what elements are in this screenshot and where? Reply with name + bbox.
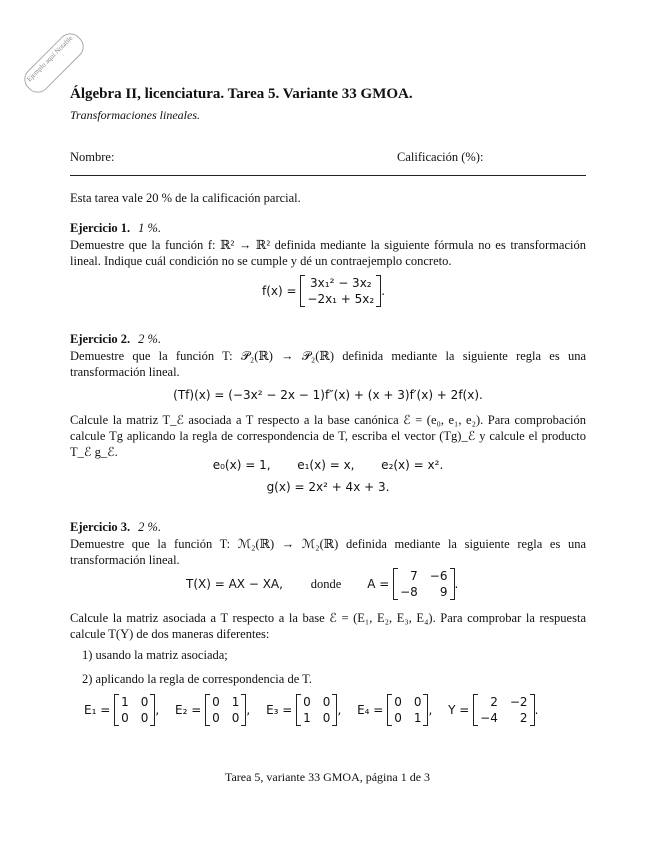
ex1-text: Demuestre que la función f: ℝ² → ℝ² definida mediante la siguiente fórmula no es transformación lineal. Indique cuál condición no se cumple y dé un contraejemplo concreto. [70, 238, 586, 268]
e4-11: 0 [394, 695, 402, 709]
e3-22: 0 [322, 711, 331, 725]
ex2-formula: (Tf)(x) = (−3x² − 2x − 1)f″(x) + (x + 3)f′(x) + 2f(x). [173, 388, 483, 402]
ex3-text2: Calcule la matriz asociada a T respecto a la base ℰ = (E₁, E₂, E₃, E₄). Para comprobar la respuesta calcule T(Y) de dos maneras diferentes: [70, 611, 586, 641]
ex3-item1: 1) usando la matriz asociada; [82, 648, 228, 662]
matrix-e4 [387, 694, 428, 726]
ex3-title: Ejercicio 3. [70, 520, 131, 534]
matrix-e2 [205, 694, 246, 726]
e1-21: 0 [121, 711, 129, 725]
stamp-seal: Ejemplo aquí Notable [19, 28, 88, 97]
e1-lhs: E₁ = [84, 703, 111, 717]
e2-22: 0 [231, 711, 240, 725]
intro-text: Esta tarea vale 20 % de la calificación parcial. [70, 191, 301, 205]
ex1-percent: 1 %. [138, 221, 162, 235]
e4-lhs: E₄ = [357, 703, 384, 717]
ex2-basis: e₀(x) = 1, e₁(x) = x, e₂(x) = x². [212, 458, 444, 472]
matrix-a [393, 568, 454, 600]
ex3-text: Demuestre que la función T: ℳ₂(ℝ) → ℳ₂(ℝ) definida mediante la siguiente regla es una transformación lineal. [70, 537, 586, 567]
page-footer: Tarea 5, variante 33 GMOA, página 1 de 3 [224, 770, 431, 784]
e4-12: 0 [413, 695, 422, 709]
y-21: −4 [480, 711, 498, 725]
e2-11: 0 [212, 695, 220, 709]
e2-12: 1 [231, 695, 240, 709]
e2-lhs: E₂ = [175, 703, 202, 717]
ex2-text2: Calcule la matriz T_ℰ asociada a T respecto a la base canónica ℰ = (e₀, e₁, e₂). Para comprobación calcule Tg aplicando la regla de correspondencia de T, escriba el vector (Tg)_ℰ y calcule el producto T_ℰ g_ℰ. [70, 413, 586, 459]
y-11: 2 [490, 695, 498, 709]
e1-22: 0 [140, 711, 149, 725]
y-12: −2 [509, 695, 528, 709]
e4-22: 1 [413, 711, 422, 725]
ex2-g: g(x) = 2x² + 4x + 3. [266, 480, 390, 494]
a-22: 9 [439, 585, 448, 599]
grade-label: Calificación (%): [397, 150, 484, 164]
ex1-title: Ejercicio 1. [70, 221, 131, 235]
matrix-e3 [296, 694, 337, 726]
ex1-row2: −2x₁ + 5x₂ [307, 292, 375, 306]
e3-21: 1 [303, 711, 311, 725]
e3-11: 0 [303, 695, 311, 709]
ex3-rule: T(X) = AX − XA, [186, 577, 283, 591]
basis-matrices: E₁ = 1 0 0 0 , E₂ = 0 1 0 0 , E₃ = 0 0 1 0 , E₄ = 0 0 0 1 , Y = 2 −2 −4 2 . [84, 695, 539, 725]
ex1-lhs: f(x) = [262, 284, 297, 298]
ex1-row1: 3x₁² − 3x₂ [310, 276, 372, 290]
ex3-heading [70, 520, 161, 535]
a-21: −8 [400, 585, 418, 599]
header-rule [70, 175, 586, 176]
ex2-text: Demuestre que la función T: 𝒫₂(ℝ) → 𝒫₂(ℝ) definida mediante la siguiente regla es una transformación lineal. [70, 349, 586, 379]
ex1-end: . [381, 284, 386, 298]
page-title: Álgebra II, licenciatura. Tarea 5. Variante 33 GMOA. [70, 86, 413, 102]
e3-lhs: E₃ = [266, 703, 293, 717]
ex3-donde: donde [310, 576, 342, 591]
a-11: 7 [410, 569, 418, 583]
e4-21: 0 [394, 711, 402, 725]
matrix-y [473, 694, 534, 726]
e1-12: 0 [140, 695, 149, 709]
ex2-percent: 2 %. [138, 332, 162, 346]
ex3-a-lhs: A = [367, 577, 390, 591]
e2-21: 0 [212, 711, 220, 725]
ex2-title: Ejercicio 2. [70, 332, 131, 346]
y-22: 2 [519, 711, 528, 725]
ex3-percent: 2 %. [138, 520, 162, 534]
name-label: Nombre: [70, 150, 115, 164]
page-subtitle: Transformaciones lineales. [70, 108, 201, 122]
ex1-heading [70, 221, 161, 236]
ex3-item2: 2) aplicando la regla de correspondencia de T. [82, 672, 312, 686]
a-12: −6 [429, 569, 448, 583]
e3-12: 0 [322, 695, 331, 709]
ex1-vector [300, 275, 381, 307]
ex3-formula: T(X) = AX − XA, donde A = 7 −6 −8 9 . [186, 569, 459, 599]
ex2-heading [70, 332, 161, 347]
ex1-formula [262, 275, 385, 307]
e1-11: 1 [121, 695, 129, 709]
y-lhs: Y = [448, 703, 470, 717]
matrix-e1 [114, 694, 155, 726]
